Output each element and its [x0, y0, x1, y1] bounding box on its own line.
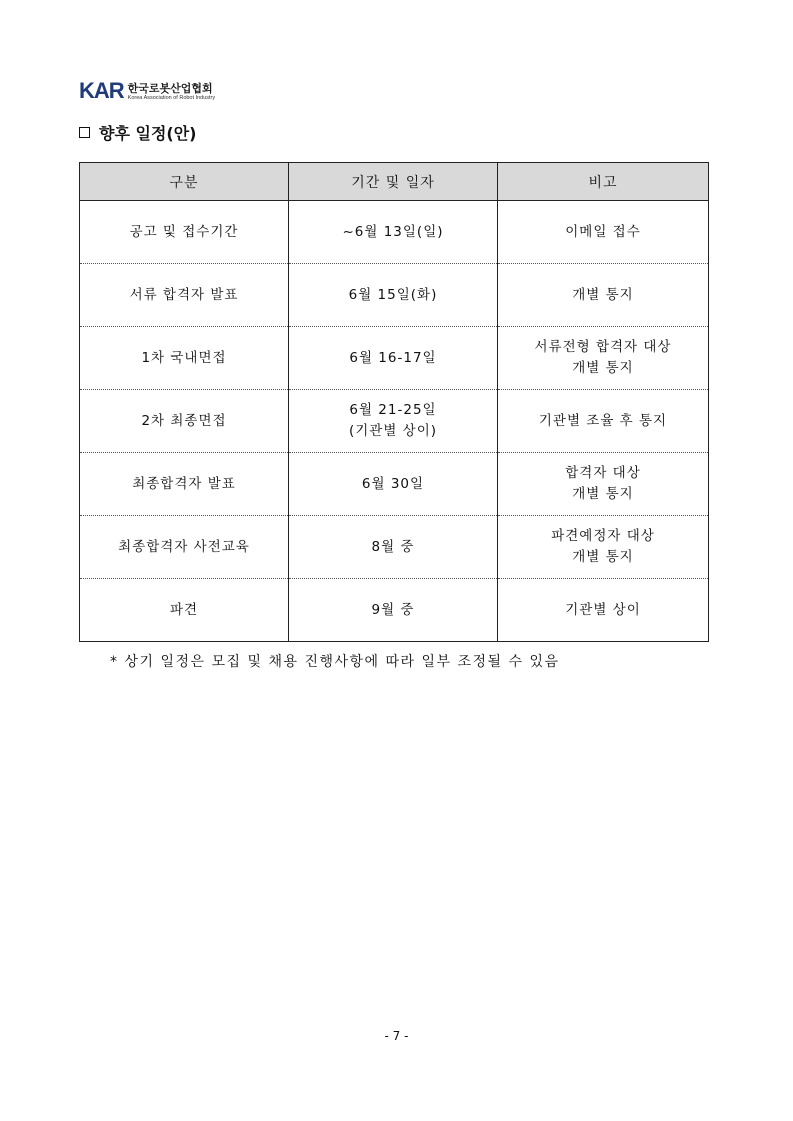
row-category-cell [80, 516, 289, 579]
row-note-cell [498, 390, 709, 453]
cell-text-line: 기관별 조율 후 통지 [538, 412, 668, 429]
row-note-cell [498, 516, 709, 579]
table-body [80, 201, 709, 642]
header-period: 기간 및 일자 [289, 163, 498, 201]
table-row [80, 390, 709, 453]
checkbox-icon [79, 127, 90, 138]
cell-text-line: ~6월 13일(일) [342, 223, 444, 240]
table-row [80, 327, 709, 390]
row-category-cell [80, 579, 289, 642]
cell-text-line: 6월 30일 [361, 475, 425, 492]
row-period-cell [289, 201, 498, 264]
logo-mark-text: KAR [79, 78, 124, 103]
row-note-cell [498, 327, 709, 390]
row-category-cell [80, 390, 289, 453]
logo-text [128, 80, 215, 102]
cell-text-line: 최종합격자 발표 [132, 475, 236, 492]
table-row [80, 201, 709, 264]
row-note-cell [498, 201, 709, 264]
section-title-text: 향후 일정(안) [99, 124, 197, 143]
cell-text-line: (기관별 상이) [348, 423, 438, 439]
cell-text-line: 기관별 상이 [565, 601, 641, 618]
table-row [80, 516, 709, 579]
cell-text-line: 6월 15일(화) [348, 286, 438, 303]
row-note-cell [498, 264, 709, 327]
row-category-cell [80, 327, 289, 390]
cell-text-line: 파견예정자 대상 [551, 528, 655, 544]
cell-text-line: 파견 [169, 601, 199, 618]
row-period-cell [289, 390, 498, 453]
row-period-cell [289, 516, 498, 579]
section-title [79, 121, 196, 144]
logo-mark [79, 80, 124, 102]
org-name-korean: 한국로봇산업협회 [127, 82, 213, 95]
page-number: - 7 - [384, 1029, 409, 1043]
cell-text-line: 1차 국내면접 [141, 349, 227, 366]
table-row [80, 579, 709, 642]
row-period-cell [289, 264, 498, 327]
table-row [80, 264, 709, 327]
cell-text-line: 2차 최종면접 [141, 412, 227, 429]
row-category-cell [80, 264, 289, 327]
row-period-cell [289, 327, 498, 390]
row-note-cell [498, 453, 709, 516]
footnote: * 상기 일정은 모집 및 채용 진행사항에 따라 일부 조정될 수 있음 [110, 654, 560, 670]
row-category-cell [80, 201, 289, 264]
cell-text-line: 이메일 접수 [565, 223, 641, 240]
cell-text-line: 서류전형 합격자 대상 [534, 339, 672, 355]
table-header-row [80, 163, 709, 201]
org-name-english: Korea Association of Robot Industry [127, 95, 216, 101]
cell-text-line: 최종합격자 사전교육 [118, 538, 250, 555]
cell-text-line: 개별 통지 [572, 360, 634, 376]
cell-text-line: 개별 통지 [572, 486, 634, 502]
row-period-cell [289, 453, 498, 516]
organization-logo [79, 80, 215, 106]
row-period-cell [289, 579, 498, 642]
cell-text-line: 개별 통지 [572, 286, 634, 303]
row-category-cell [80, 453, 289, 516]
schedule-table [79, 162, 709, 642]
cell-text-line: 6월 21-25일 [349, 402, 437, 418]
cell-text-line: 합격자 대상 [565, 465, 641, 481]
header-category: 구분 [80, 163, 289, 201]
table-row [80, 453, 709, 516]
cell-text-line: 8월 중 [371, 538, 415, 555]
cell-text-line: 9월 중 [371, 601, 415, 618]
cell-text-line: 6월 16-17일 [349, 349, 437, 366]
cell-text-line: 공고 및 접수기간 [129, 223, 239, 240]
header-note: 비고 [498, 163, 709, 201]
cell-text-line: 서류 합격자 발표 [129, 286, 239, 303]
row-note-cell [498, 579, 709, 642]
cell-text-line: 개별 통지 [572, 549, 634, 565]
